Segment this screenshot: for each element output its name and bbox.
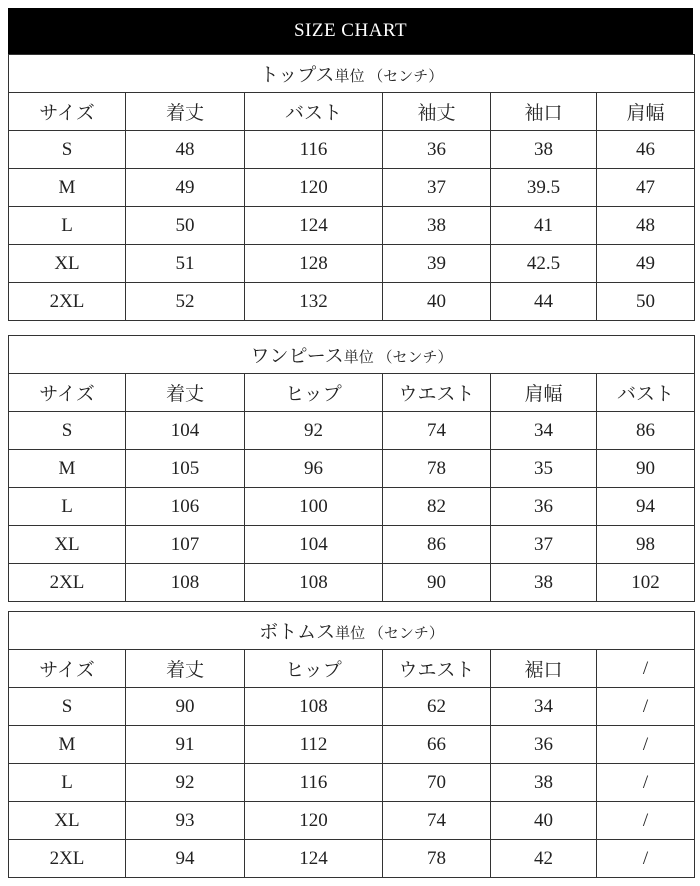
measurement-cell: 62 <box>383 688 491 726</box>
section-unit: 単位 （センチ） <box>343 350 453 366</box>
measurement-cell: 112 <box>245 726 383 764</box>
size-cell: 2XL <box>9 840 126 878</box>
size-cell: XL <box>9 245 126 283</box>
table-row <box>9 169 695 207</box>
size-cell: 2XL <box>9 564 126 602</box>
column-header: 肩幅 <box>597 93 695 131</box>
measurement-cell: 90 <box>597 450 695 488</box>
measurement-cell: 94 <box>597 488 695 526</box>
size-chart-title <box>8 8 693 54</box>
measurement-cell: 50 <box>126 207 245 245</box>
section-caption-row <box>9 336 695 374</box>
column-header: 着丈 <box>126 374 245 412</box>
measurement-cell: 93 <box>126 802 245 840</box>
header-row <box>9 93 695 131</box>
table-row <box>9 726 695 764</box>
measurement-cell: 36 <box>491 488 597 526</box>
measurement-cell: 102 <box>597 564 695 602</box>
measurement-cell: 91 <box>126 726 245 764</box>
measurement-cell: 92 <box>126 764 245 802</box>
measurement-cell: 36 <box>383 131 491 169</box>
section-caption-row <box>9 55 695 93</box>
section-name: ワンピース <box>250 346 344 367</box>
measurement-cell: 47 <box>597 169 695 207</box>
measurement-cell: 124 <box>245 840 383 878</box>
measurement-cell: 74 <box>383 802 491 840</box>
column-header: ウエスト <box>383 650 491 688</box>
measurement-cell: 48 <box>126 131 245 169</box>
measurement-cell: 90 <box>126 688 245 726</box>
column-header: 着丈 <box>126 93 245 131</box>
measurement-cell: 66 <box>383 726 491 764</box>
measurement-cell: 105 <box>126 450 245 488</box>
table-row <box>9 283 695 321</box>
header-row <box>9 374 695 412</box>
measurement-cell: 50 <box>597 283 695 321</box>
measurement-cell: 34 <box>491 412 597 450</box>
column-header: サイズ <box>9 374 126 412</box>
measurement-cell: 52 <box>126 283 245 321</box>
table-row <box>9 564 695 602</box>
size-cell: XL <box>9 802 126 840</box>
measurement-cell: 90 <box>383 564 491 602</box>
size-cell: L <box>9 207 126 245</box>
column-header: ウエスト <box>383 374 491 412</box>
measurement-cell: 44 <box>491 283 597 321</box>
section-unit: 単位 （センチ） <box>335 626 444 642</box>
measurement-cell: 74 <box>383 412 491 450</box>
table-row <box>9 764 695 802</box>
measurement-cell: 108 <box>245 688 383 726</box>
measurement-cell: 70 <box>383 764 491 802</box>
measurement-cell: 42.5 <box>491 245 597 283</box>
size-cell: XL <box>9 526 126 564</box>
section-name: ボトムス <box>259 622 336 643</box>
measurement-cell: 128 <box>245 245 383 283</box>
measurement-cell: 39.5 <box>491 169 597 207</box>
measurement-cell: 38 <box>491 764 597 802</box>
measurement-cell: 38 <box>491 564 597 602</box>
measurement-cell: 98 <box>597 526 695 564</box>
measurement-cell: 42 <box>491 840 597 878</box>
column-header: サイズ <box>9 650 126 688</box>
measurement-cell: 39 <box>383 245 491 283</box>
column-header: / <box>597 650 695 688</box>
measurement-cell: / <box>597 764 695 802</box>
column-header: バスト <box>245 93 383 131</box>
measurement-cell: 51 <box>126 245 245 283</box>
measurement-cell: 116 <box>245 764 383 802</box>
measurement-cell: 37 <box>383 169 491 207</box>
column-header: サイズ <box>9 93 126 131</box>
measurement-cell: / <box>597 802 695 840</box>
measurement-cell: 78 <box>383 450 491 488</box>
bottoms-size-table <box>8 611 695 878</box>
title-text: SIZE CHART <box>293 20 408 41</box>
measurement-cell: 86 <box>383 526 491 564</box>
section-caption <box>9 336 695 374</box>
size-cell: M <box>9 169 126 207</box>
measurement-cell: 36 <box>491 726 597 764</box>
table-row <box>9 412 695 450</box>
measurement-cell: 94 <box>126 840 245 878</box>
measurement-cell: 108 <box>126 564 245 602</box>
measurement-cell: 100 <box>245 488 383 526</box>
size-cell: S <box>9 412 126 450</box>
size-cell: S <box>9 131 126 169</box>
column-header: 袖丈 <box>383 93 491 131</box>
measurement-cell: 40 <box>491 802 597 840</box>
column-header: ヒップ <box>245 650 383 688</box>
section-caption-row <box>9 612 695 650</box>
column-header: 裾口 <box>491 650 597 688</box>
column-header: 袖口 <box>491 93 597 131</box>
measurement-cell: 40 <box>383 283 491 321</box>
size-cell: M <box>9 450 126 488</box>
measurement-cell: / <box>597 726 695 764</box>
section-caption <box>9 612 695 650</box>
measurement-cell: 107 <box>126 526 245 564</box>
section-caption <box>9 55 695 93</box>
measurement-cell: 96 <box>245 450 383 488</box>
measurement-cell: 108 <box>245 564 383 602</box>
table-row <box>9 688 695 726</box>
measurement-cell: 106 <box>126 488 245 526</box>
table-row <box>9 802 695 840</box>
measurement-cell: 116 <box>245 131 383 169</box>
measurement-cell: 38 <box>491 131 597 169</box>
measurement-cell: 92 <box>245 412 383 450</box>
table-row <box>9 488 695 526</box>
column-header: バスト <box>597 374 695 412</box>
measurement-cell: 34 <box>491 688 597 726</box>
column-header: 肩幅 <box>491 374 597 412</box>
measurement-cell: 82 <box>383 488 491 526</box>
table-row <box>9 245 695 283</box>
onepiece-size-table <box>8 335 695 602</box>
measurement-cell: 124 <box>245 207 383 245</box>
measurement-cell: 120 <box>245 802 383 840</box>
size-cell: L <box>9 488 126 526</box>
column-header: ヒップ <box>245 374 383 412</box>
measurement-cell: 86 <box>597 412 695 450</box>
measurement-cell: 48 <box>597 207 695 245</box>
size-cell: M <box>9 726 126 764</box>
measurement-cell: 49 <box>597 245 695 283</box>
measurement-cell: 104 <box>245 526 383 564</box>
measurement-cell: 49 <box>126 169 245 207</box>
size-cell: S <box>9 688 126 726</box>
size-cell: 2XL <box>9 283 126 321</box>
table-row <box>9 207 695 245</box>
table-row <box>9 450 695 488</box>
measurement-cell: 120 <box>245 169 383 207</box>
measurement-cell: / <box>597 840 695 878</box>
table-row <box>9 840 695 878</box>
measurement-cell: 38 <box>383 207 491 245</box>
measurement-cell: 37 <box>491 526 597 564</box>
measurement-cell: / <box>597 688 695 726</box>
tops-size-table <box>8 54 695 321</box>
table-row <box>9 131 695 169</box>
measurement-cell: 35 <box>491 450 597 488</box>
section-unit: 単位 （センチ） <box>334 69 444 85</box>
section-name: トップス <box>259 65 335 86</box>
measurement-cell: 41 <box>491 207 597 245</box>
size-cell: L <box>9 764 126 802</box>
measurement-cell: 46 <box>597 131 695 169</box>
measurement-cell: 104 <box>126 412 245 450</box>
column-header: 着丈 <box>126 650 245 688</box>
measurement-cell: 78 <box>383 840 491 878</box>
table-row <box>9 526 695 564</box>
measurement-cell: 132 <box>245 283 383 321</box>
header-row <box>9 650 695 688</box>
